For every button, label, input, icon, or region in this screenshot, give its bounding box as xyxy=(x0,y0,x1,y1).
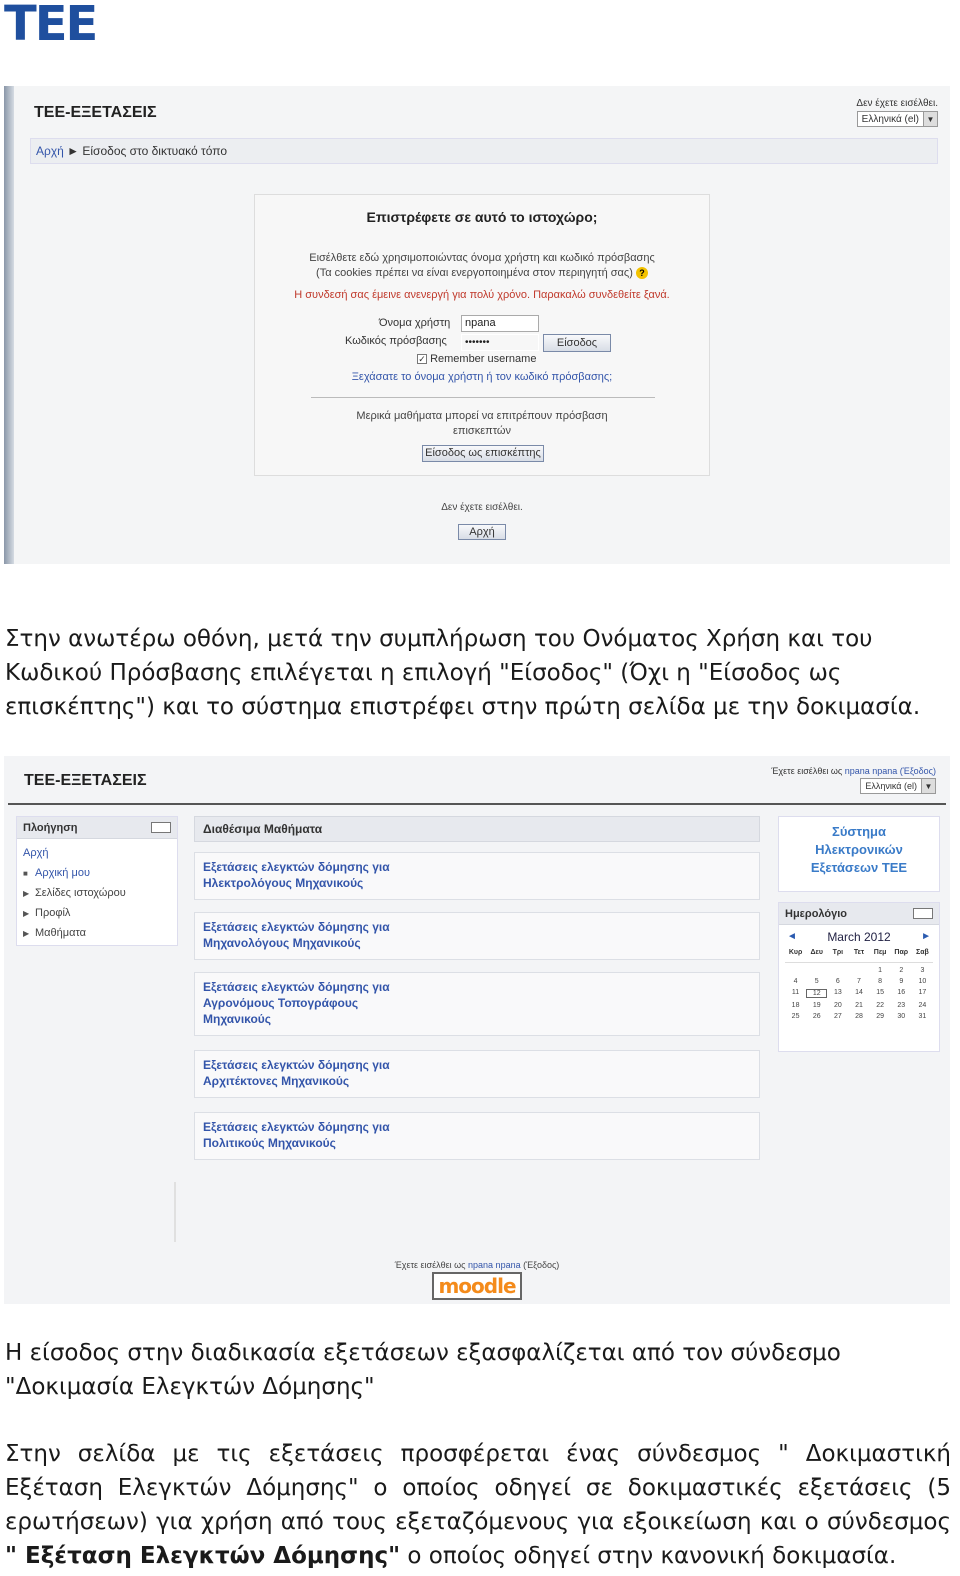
course-title-line: Ηλεκτρολόγους Μηχανικούς xyxy=(203,876,364,890)
guest-info xyxy=(255,409,709,439)
calendar-day[interactable]: 2 xyxy=(899,967,904,974)
guest-info-line-1: Μερικά μαθήματα μπορεί να επιτρέπουν πρόσβαση xyxy=(356,410,608,422)
header-divider xyxy=(8,803,946,805)
calendar-day[interactable]: 23 xyxy=(897,1002,906,1009)
calendar-header xyxy=(779,903,939,925)
calendar-day[interactable]: 30 xyxy=(897,1013,906,1020)
nav-item-my-home[interactable] xyxy=(17,863,177,883)
tee-logo-text: ΤΕΕ xyxy=(4,0,97,52)
nav-home-link[interactable]: Αρχή xyxy=(23,847,49,859)
session-error-message: Η συνδεσή σας έμεινε ανενεργή για πολύ χρόνο. Παρακαλώ συνδεθείτε ξανά. xyxy=(294,289,670,301)
password-field[interactable]: ••••••• xyxy=(461,334,539,351)
nav-item-label: Αρχική μου xyxy=(35,867,90,879)
calendar-day[interactable]: 29 xyxy=(876,1013,885,1020)
course-title-line: Μηχανικούς xyxy=(203,1012,272,1026)
calendar-day[interactable]: 25 xyxy=(791,1013,800,1020)
course-link-mechanical[interactable] xyxy=(194,912,760,960)
breadcrumb xyxy=(30,138,938,164)
breadcrumb-home-link[interactable]: Αρχή xyxy=(36,144,64,158)
not-logged-in-text: Δεν έχετε εισέλθει. xyxy=(441,502,523,513)
home-button[interactable]: Αρχή xyxy=(458,524,506,540)
help-icon[interactable]: ? xyxy=(636,267,648,279)
block-toggle-icon[interactable] xyxy=(151,822,171,833)
next-month-icon[interactable]: ► xyxy=(921,931,931,942)
block-toggle-icon[interactable] xyxy=(913,908,933,919)
calendar-day[interactable]: 9 xyxy=(899,978,904,985)
available-courses-header: Διαθέσιμα Μαθήματα xyxy=(194,816,760,842)
calendar-day[interactable]: 5 xyxy=(814,978,819,985)
bullet-icon: ■ xyxy=(23,869,28,878)
calendar-grid xyxy=(785,949,933,1020)
nav-item-profile[interactable] xyxy=(17,903,177,923)
username-label: Όνομα χρήστη xyxy=(379,317,451,329)
calendar-day[interactable]: 7 xyxy=(857,978,861,985)
nav-item-label: Προφίλ xyxy=(35,907,71,919)
login-button[interactable]: Είσοδος xyxy=(543,334,611,352)
calendar-day[interactable]: 27 xyxy=(833,1013,842,1020)
remember-checkbox[interactable]: ✓ xyxy=(418,354,426,365)
chevron-down-icon: ▼ xyxy=(923,112,937,126)
calendar-day-header: Παρ xyxy=(891,949,912,963)
calendar-day[interactable]: 17 xyxy=(918,989,927,996)
login-heading: Επιστρέφετε σε αυτό το ιστοχώρο; xyxy=(366,209,598,225)
course-title-line: Εξετάσεις ελεγκτών δόμησης για xyxy=(203,920,390,934)
calendar-day[interactable]: 6 xyxy=(835,978,840,985)
paragraph-exam-links xyxy=(5,1437,951,1573)
exam-system-line: Ηλεκτρονικών xyxy=(815,842,903,857)
user-status-prefix: Έχετε εισέλθει ως xyxy=(771,766,843,776)
calendar-day[interactable]: 10 xyxy=(918,978,927,985)
footer-logout-link[interactable]: (Έξοδος) xyxy=(523,1260,560,1270)
calendar-day[interactable]: 19 xyxy=(812,1002,821,1009)
calendar-day[interactable]: 15 xyxy=(876,989,885,996)
paragraph-text: Στην σελίδα με τις εξετάσεις προσφέρεται ένας σύνδεσμος " Δοκιμαστική Εξέταση Ελεγκτών Δόμησης" ο οποίος οδηγεί σε δοκιμαστικές εξετάσεις (5 ερωτήσεων) για χρήση από τους εξεταζόμενους για εξοικείωση και ο σύνδεσμος xyxy=(5,1441,951,1535)
calendar-month-row xyxy=(779,925,939,949)
exam-system-line: Εξετάσεων ΤΕΕ xyxy=(810,860,908,875)
calendar-day[interactable]: 22 xyxy=(876,1002,885,1009)
site-title[interactable]: ΤΕΕ-ΕΞΕΤΑΣΕΙΣ xyxy=(24,772,147,789)
login-instructions-line-1: Εισέλθετε εδώ χρησιμοποιώντας όνομα χρήστη και κωδικό πρόσβασης xyxy=(309,252,655,264)
site-title[interactable]: ΤΕΕ-ΕΞΕΤΑΣΕΙΣ xyxy=(34,104,157,121)
language-select[interactable] xyxy=(860,778,936,794)
moodle-logo[interactable]: moodle xyxy=(432,1272,522,1300)
remember-label: Remember username xyxy=(430,353,537,365)
calendar-day[interactable]: 26 xyxy=(812,1013,821,1020)
password-label: Κωδικός πρόσβασης xyxy=(345,335,447,347)
previous-month-icon[interactable]: ◄ xyxy=(787,931,797,942)
calendar-day[interactable]: 20 xyxy=(833,1002,842,1009)
forgot-password-link[interactable]: Ξεχάσατε το όνομα χρήστη ή τον κωδικό πρόσβασης; xyxy=(351,371,613,383)
calendar-block xyxy=(778,902,940,1052)
login-status-area xyxy=(856,98,938,127)
window-left-edge xyxy=(4,86,14,564)
calendar-day[interactable]: 18 xyxy=(791,1002,800,1009)
remember-username[interactable] xyxy=(417,353,536,365)
calendar-month: March 2012 xyxy=(827,930,891,944)
language-select-value: Ελληνικά (el) xyxy=(865,781,917,791)
language-select-value: Ελληνικά (el) xyxy=(861,113,919,125)
paragraph-bold-text: " Εξέταση Ελεγκτών Δόμησης" xyxy=(5,1543,401,1569)
course-title-line: Μηχανολόγους Μηχανικούς xyxy=(203,936,361,950)
calendar-day[interactable]: 16 xyxy=(897,989,906,996)
calendar-day[interactable]: 14 xyxy=(855,989,863,996)
username-field[interactable]: npana xyxy=(461,315,539,332)
login-instructions xyxy=(255,251,709,281)
course-title-line: Αγρονόμους Τοπογράφους xyxy=(203,996,359,1010)
navigation-block xyxy=(16,816,178,946)
calendar-day[interactable]: 4 xyxy=(793,978,798,985)
login-screenshot xyxy=(4,86,950,564)
login-status-text: Δεν έχετε εισέλθει. xyxy=(856,98,938,109)
user-profile-link[interactable]: npana npana xyxy=(844,766,898,776)
course-title-line: Εξετάσεις ελεγκτών δόμησης για xyxy=(203,860,390,874)
user-status-area xyxy=(771,766,936,794)
footer-login-info xyxy=(4,1260,950,1270)
calendar-day-header: Κυρ xyxy=(785,949,806,963)
calendar-day[interactable]: 31 xyxy=(918,1013,927,1020)
login-box xyxy=(254,194,710,476)
navigation-title: Πλοήγηση xyxy=(23,822,78,834)
nav-item-label: Μαθήματα xyxy=(35,927,87,939)
footer-user-link[interactable]: npana npana xyxy=(468,1260,521,1270)
paragraph-exam-entry: Η είσοδος στην διαδικασία εξετάσεων εξασφαλίζεται από τον σύνδεσμο "Δοκιμασία Ελεγκτών Δόμησης" xyxy=(5,1340,841,1400)
exam-system-block[interactable] xyxy=(778,816,940,892)
calendar-day-header: Πεμ xyxy=(870,949,891,963)
breadcrumb-current: Είσοδος στο δικτυακό τόπο xyxy=(82,144,228,158)
main-page-screenshot xyxy=(4,756,950,1304)
guest-login-button[interactable]: Είσοδος ως επισκέπτης xyxy=(422,445,544,462)
calendar-day-header: Δευ xyxy=(806,949,827,963)
language-select[interactable] xyxy=(857,111,938,127)
calendar-day[interactable]: 21 xyxy=(855,1002,863,1009)
course-title-line: Εξετάσεις ελεγκτών δόμησης για xyxy=(203,980,390,994)
calendar-day[interactable]: 8 xyxy=(878,978,883,985)
nav-item-label: Σελίδες ιστοχώρου xyxy=(35,887,126,899)
footer-status-prefix: Έχετε εισέλθει ως xyxy=(394,1260,466,1270)
course-title-line: Πολιτικούς Μηχανικούς xyxy=(203,1136,336,1150)
logout-link[interactable]: (Έξοδος) xyxy=(899,766,936,776)
tee-logo xyxy=(4,0,104,52)
nav-item-courses[interactable] xyxy=(17,923,177,943)
expand-arrow-icon: ▶ xyxy=(23,909,30,918)
divider xyxy=(311,397,655,398)
calendar-day[interactable]: 28 xyxy=(855,1013,863,1020)
paragraph-login-instructions: Στην ανωτέρω οθόνη, μετά την συμπλήρωση του Ονόματος Χρήση και του Κωδικού Πρόσβασης επιλέγεται η επιλογή "Είσοδος" (Όχι η "Είσοδος ως επισκέπτης") και το σύστημα επιστρέφει στην πρώτη σελίδα με την δοκιμασία. xyxy=(5,626,921,720)
expand-arrow-icon: ▶ xyxy=(23,889,30,898)
course-title-line: Εξετάσεις ελεγκτών δόμησης για xyxy=(203,1120,390,1134)
course-title-line: Αρχιτέκτονες Μηχανικούς xyxy=(203,1074,350,1088)
calendar-day-header: Τετ xyxy=(848,949,869,963)
login-instructions-line-2: (Τα cookies πρέπει να είναι ενεργοποιημένα στον περιηγητή σας) xyxy=(316,267,633,279)
exam-system-line: Σύστημα xyxy=(832,824,886,839)
paragraph-text: ο οποίος οδηγεί στην κανονική δοκιμασία. xyxy=(400,1543,897,1569)
calendar-day[interactable]: 1 xyxy=(878,967,883,974)
calendar-day[interactable]: 13 xyxy=(833,989,842,996)
calendar-day-header: Τρι xyxy=(827,949,848,963)
calendar-day[interactable]: 3 xyxy=(920,967,925,974)
column-divider xyxy=(174,1182,176,1242)
course-link-architects[interactable] xyxy=(194,1050,760,1098)
calendar-empty-cell xyxy=(806,967,827,974)
chevron-down-icon: ▼ xyxy=(921,779,935,793)
calendar-day[interactable]: 24 xyxy=(918,1002,927,1009)
course-link-surveying[interactable] xyxy=(194,972,760,1036)
calendar-empty-cell xyxy=(827,967,848,974)
guest-info-line-2: επισκεπτών xyxy=(453,425,511,437)
course-link-civil[interactable] xyxy=(194,1112,760,1160)
calendar-day-header: Σαβ xyxy=(912,949,933,963)
calendar-title: Ημερολόγιο xyxy=(785,908,848,920)
expand-arrow-icon: ▶ xyxy=(23,929,30,938)
calendar-empty-cell xyxy=(848,967,869,974)
breadcrumb-separator-icon: ► xyxy=(67,144,80,158)
calendar-day[interactable]: 12 xyxy=(806,989,827,998)
navigation-header xyxy=(17,817,177,839)
course-link-electrical[interactable] xyxy=(194,852,760,900)
calendar-day[interactable]: 11 xyxy=(791,989,800,996)
nav-item-site-pages[interactable] xyxy=(17,883,177,903)
course-title-line: Εξετάσεις ελεγκτών δόμησης για xyxy=(203,1058,390,1072)
calendar-empty-cell xyxy=(785,967,806,974)
